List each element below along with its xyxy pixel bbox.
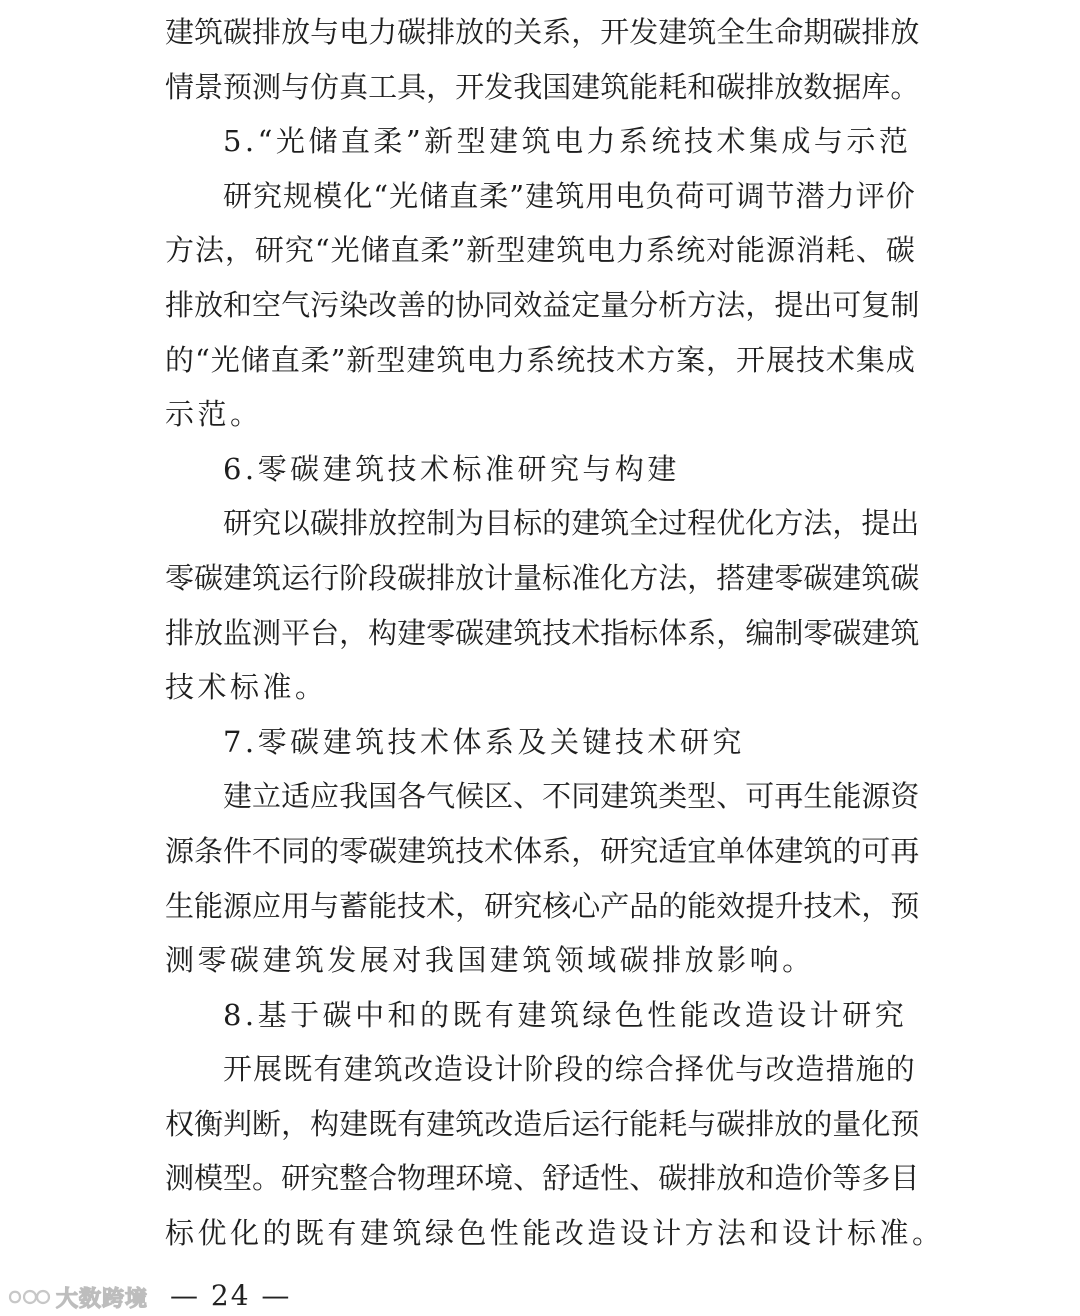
logo-icon (4, 1285, 50, 1309)
paragraph-line: 测 模 型 。 研 究 整 合 物 理 环 境 、 舒 适 性 、 碳 排 放 和 造 价 等 多 目 (165, 1161, 920, 1196)
watermark-text: 大数跨境 (56, 1286, 149, 1312)
paragraph-line: 排 放 和 空 气 污 染 改 善 的 协 同 效 益 定 量 分 析 方 法 ， 提 出 可 复 制 (165, 287, 920, 322)
paragraph-line: 开 展 既 有 建 筑 改 造 设 计 阶 段 的 综 合 择 优 与 改 造 措 施 的 (223, 1052, 915, 1087)
paragraph-line: 排 放 监 测 平 台 ， 构 建 零 碳 建 筑 技 术 指 标 体 系 ， 编 制 零 碳 建 筑 (165, 615, 920, 650)
paragraph-line: 建 立 适 应 我 国 各 气 候 区 、 不 同 建 筑 类 型 、 可 再 生 能 源 资 (223, 779, 920, 814)
watermark (4, 1280, 148, 1314)
paragraph-line: 生 能 源 应 用 与 蓄 能 技 术 ， 研 究 核 心 产 品 的 能 效 提 升 技 术 ， 预 (165, 888, 920, 923)
paragraph-line: 的 “ 光 储 直 柔 ” 新 型 建 筑 电 力 系 统 技 术 方 案 ， 开 展 技 术 集 成 (165, 342, 915, 377)
section-heading: 5.“光储直柔”新型建筑电力系统技术集成与示范 (223, 124, 912, 159)
paragraph-line: 建 筑 碳 排 放 与 电 力 碳 排 放 的 关 系 ， 开 发 建 筑 全 生 命 期 碳 排 放 (165, 15, 920, 49)
paragraph-line: 技术标准。 (165, 670, 328, 705)
page-number: — 24 — (170, 1279, 292, 1312)
paragraph-line: 示范。 (165, 397, 263, 432)
section-heading: 6.零碳建筑技术标准研究与构建 (223, 451, 680, 486)
paragraph-line: 方 法 ， 研 究 “ 光 储 直 柔 ” 新 型 建 筑 电 力 系 统 对 能 源 消 耗 、 碳 (165, 233, 915, 268)
section-heading: 8.基于碳中和的既有建筑绿色性能改造设计研究 (223, 997, 908, 1032)
paragraph-line: 权 衡 判 断 ， 构 建 既 有 建 筑 改 造 后 运 行 能 耗 与 碳 排 放 的 量 化 预 (165, 1106, 920, 1141)
paragraph-line: 源 条 件 不 同 的 零 碳 建 筑 技 术 体 系 ， 研 究 适 宜 单 体 建 筑 的 可 再 (165, 833, 920, 868)
page-footer (0, 1276, 1080, 1316)
section-heading: 7.零碳建筑技术体系及关键技术研究 (223, 724, 745, 759)
paragraph-line: 零 碳 建 筑 运 行 阶 段 碳 排 放 计 量 标 准 化 方 法 ， 搭 建 零 碳 建 筑 碳 (165, 560, 920, 595)
paragraph-line: 测零碳建筑发展对我国建筑领域碳排放影响。 (165, 943, 815, 978)
document-body (165, 5, 945, 1261)
paragraph-line: 情 景 预 测 与 仿 真 工 具 ， 开 发 我 国 建 筑 能 耗 和 碳 排 放 数 据 库 。 (165, 69, 920, 104)
paragraph-line: 标优化的既有建筑绿色性能改造设计方法和设计标准。 (165, 1216, 945, 1251)
paragraph-line: 研 究 以 碳 排 放 控 制 为 目 标 的 建 筑 全 过 程 优 化 方 法 ， 提 出 (223, 506, 920, 541)
paragraph-line: 研 究 规 模 化 “ 光 储 直 柔 ” 建 筑 用 电 负 荷 可 调 节 潜 力 评 价 (223, 178, 915, 213)
